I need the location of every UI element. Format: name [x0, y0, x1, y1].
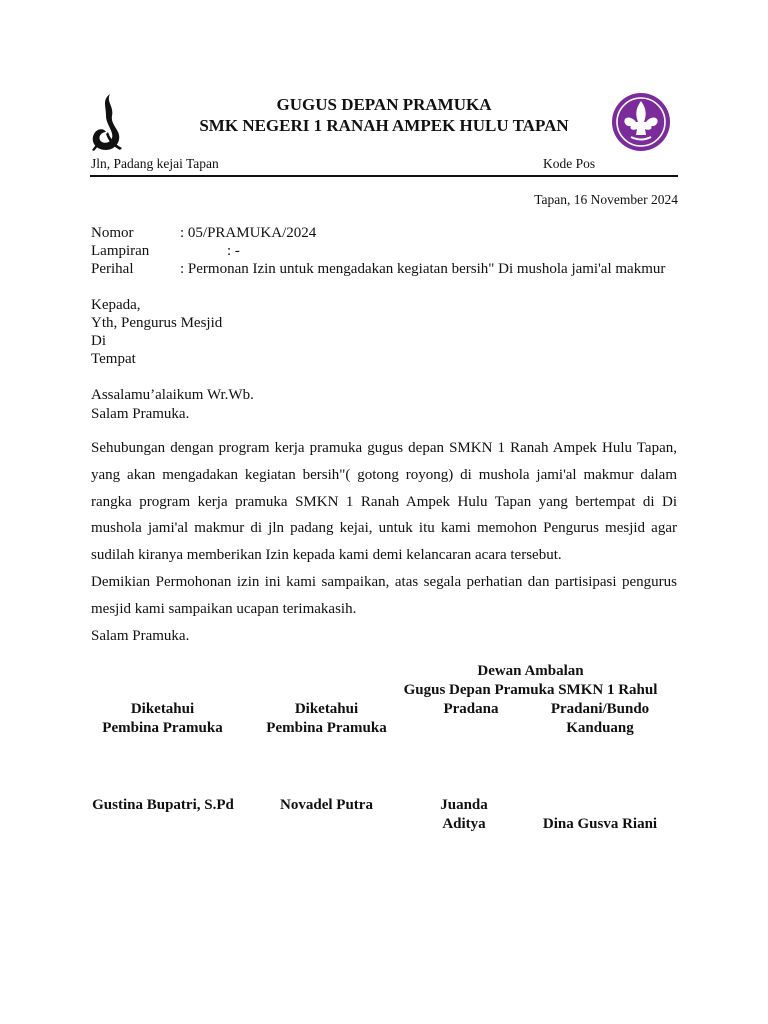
sig-col2-name: Novadel Putra — [280, 797, 373, 813]
sig-col4-label2: Kanduang — [566, 720, 634, 736]
sig-col3-name1: Juanda — [440, 797, 488, 813]
sig-col1-label1: Diketahui — [130, 701, 195, 717]
sig-col1-label2: Pembina Pramuka — [102, 720, 223, 736]
postal-code-label: Kode Pos — [543, 156, 596, 171]
council-subtitle: Gugus Depan Pramuka SMKN 1 Rahul — [403, 682, 658, 698]
sig-col1-name: Gustina Bupatri, S.Pd — [92, 797, 234, 813]
recipient-line4: Tempat — [91, 351, 136, 367]
org-title-line2: SMK NEGERI 1 RANAH AMPEK HULU TAPAN — [199, 116, 569, 135]
lampiran-label: Lampiran — [91, 243, 150, 259]
greeting-line1: Assalamu’alaikum Wr.Wb. — [91, 387, 254, 403]
header-divider — [90, 175, 678, 177]
sig-col4-name: Dina Gusva Riani — [542, 816, 658, 832]
body-closing: Salam Pramuka. — [91, 627, 190, 644]
perihal-label: Perihal — [91, 261, 134, 277]
sig-col2-label1: Diketahui — [294, 701, 359, 717]
body-paragraph-1: Sehubungan dengan program kerja pramuka gugus depan SMKN 1 Ranah Ampek Hulu Tapan, yang akan mengadakan kegiatan bersih"( gotong royong) di mushola jami'al makmur dalam rangka program kerja pramuka SMKN 1 Ranah Ampek Hulu Tapan yang bertempat di Di mushola jami'al makmur di jln padang kejai, untuk itu kami memohon Pengurus mesjid agar sudilah kiranya memberikan Izin kepada kami demi kelancaran acara tersebut. — [91, 440, 677, 564]
recipient-line1: Kepada, — [91, 297, 141, 313]
nomor-label: Nomor — [91, 225, 134, 241]
sig-col3-name2: Aditya — [442, 816, 486, 832]
council-title: Dewan Ambalan — [477, 663, 584, 679]
nomor-value: : 05/PRAMUKA/2024 — [180, 225, 317, 241]
org-title-line1: GUGUS DEPAN PRAMUKA — [276, 95, 492, 114]
perihal-value: : Permonan Izin untuk mengadakan kegiatan bersih" Di mushola jami'al makmur — [180, 261, 666, 277]
letter-date: Tapan, 16 November 2024 — [534, 192, 678, 207]
letter-body — [91, 435, 677, 649]
sig-col4-label1: Pradani/Bundo — [550, 701, 650, 717]
greeting-line2: Salam Pramuka. — [91, 406, 190, 422]
sig-col3-label: Pradana — [443, 701, 499, 717]
lampiran-value: : - — [227, 243, 240, 259]
body-paragraph-2: Demikian Permohonan izin ini kami sampaikan, atas segala perhatian dan partisipasi pengurus mesjid kami sampaikan ucapan terimakasih. — [91, 573, 677, 617]
address-text: Jln, Padang kejai Tapan — [91, 156, 219, 171]
sig-col2-label2: Pembina Pramuka — [266, 720, 387, 736]
recipient-line3: Di — [91, 333, 106, 349]
recipient-line2: Yth, Pengurus Mesjid — [91, 315, 223, 331]
